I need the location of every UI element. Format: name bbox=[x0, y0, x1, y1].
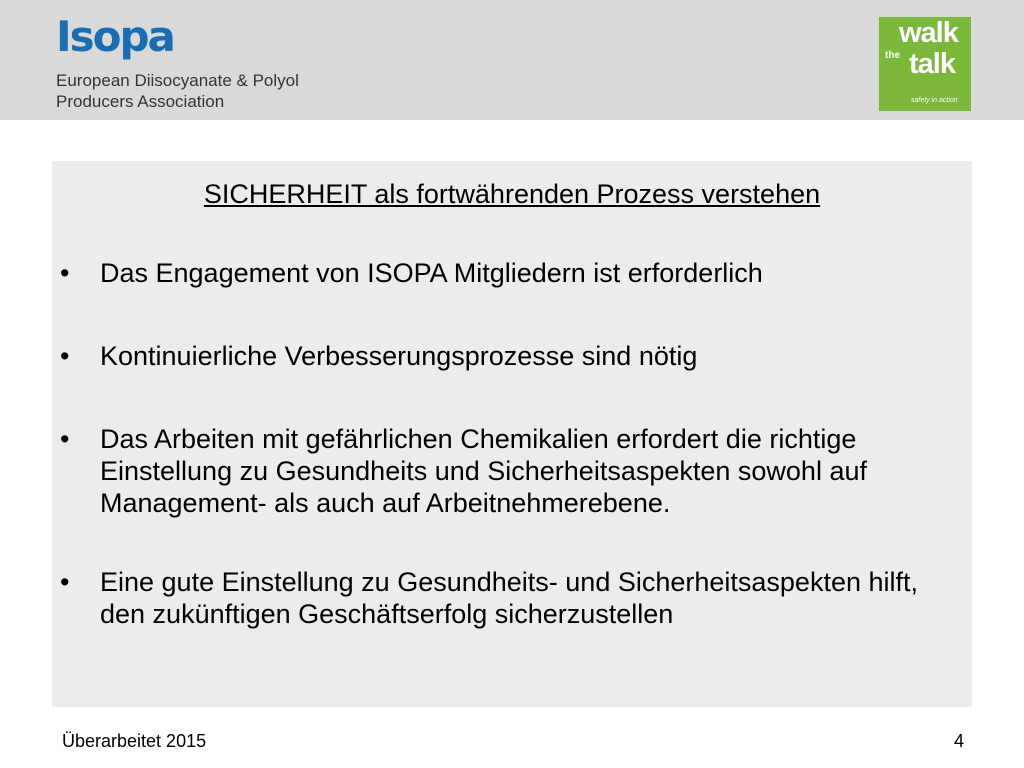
bullet-text: Das Engagement von ISOPA Mitgliedern ist erforderlich bbox=[100, 258, 763, 288]
logo-word-talk: talk bbox=[909, 48, 955, 80]
organization-name bbox=[56, 70, 299, 112]
bullet-text: Kontinuierliche Verbesserungsprozesse sind nötig bbox=[100, 341, 698, 371]
org-name-line-1: European Diisocyanate & Polyol bbox=[56, 71, 299, 90]
logo-tagline: safety in action bbox=[911, 97, 958, 104]
slide-content-panel bbox=[52, 161, 972, 707]
footer-revision-label: Überarbeitet 2015 bbox=[62, 731, 207, 751]
bullet-text: Das Arbeiten mit gefährlichen Chemikalien erfordert die richtige Einstellung zu Gesundheits und Sicherheitsaspekten sowohl auf Management- als auch auf Arbeitnehmerebene. bbox=[100, 424, 867, 518]
slide-title: SICHERHEIT als fortwährenden Prozess verstehen bbox=[203, 179, 821, 209]
bullet-dot: • bbox=[60, 424, 70, 454]
logo-word-walk: walk bbox=[899, 17, 958, 49]
bullet-dot: • bbox=[60, 567, 70, 597]
page-number: 4 bbox=[953, 731, 964, 751]
org-name-line-2: Producers Association bbox=[56, 92, 225, 111]
logo-word-the: the bbox=[885, 50, 900, 61]
walk-the-talk-logo bbox=[879, 17, 971, 111]
header-bar bbox=[0, 0, 1024, 120]
isopa-logo: Isopa bbox=[56, 12, 174, 61]
bullet-dot: • bbox=[60, 258, 70, 288]
bullet-text: Eine gute Einstellung zu Gesundheits- und Sicherheitsaspekten hilft, den zukünftigen Geschäftserfolg sicherzustellen bbox=[100, 567, 919, 629]
bullet-dot: • bbox=[60, 341, 70, 371]
